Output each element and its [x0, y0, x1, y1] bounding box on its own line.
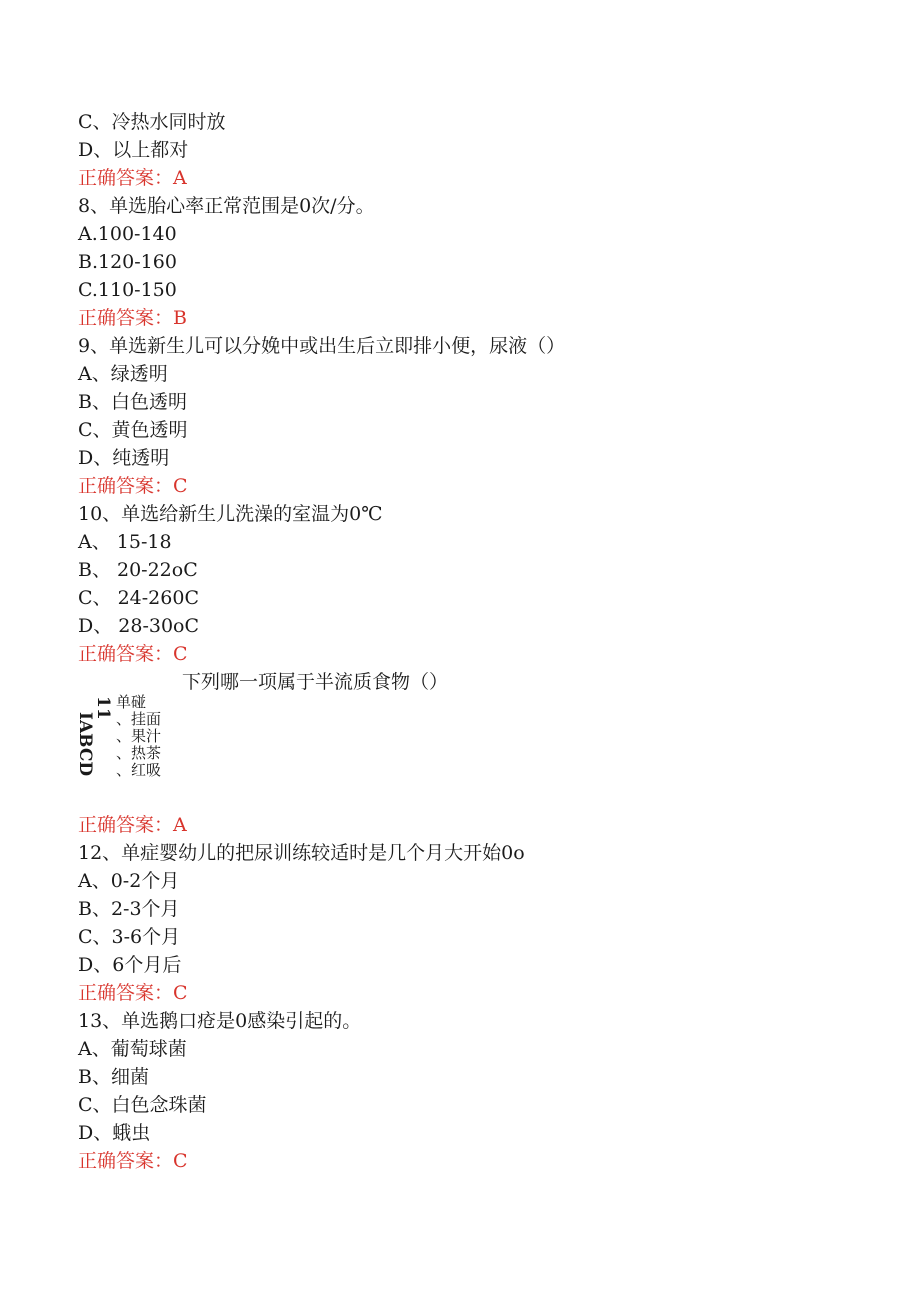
- question-text-line: 8、单选胎心率正常范围是0次/分。: [78, 195, 375, 217]
- question-text-line: C、白色念珠菌: [78, 1094, 207, 1116]
- q11-option: 、挂面: [116, 710, 162, 728]
- question-text-line: A、0-2个月: [78, 870, 180, 892]
- question-text-line: B、 20-22oC: [78, 559, 198, 581]
- question-text-line: A、葡萄球菌: [78, 1038, 187, 1060]
- question-text-line: A、绿透明: [78, 363, 168, 385]
- question-text-line: C、 24-260C: [78, 587, 199, 609]
- correct-answer-line: 正确答案：C: [78, 982, 188, 1004]
- question-text-line: C.110-150: [78, 279, 177, 301]
- question-11-number-rotated: 11: [93, 696, 113, 720]
- correct-answer-line: 正确答案：C: [78, 475, 188, 497]
- question-text-line: C、黄色透明: [78, 419, 188, 441]
- question-11-letters-rotated: IABCD: [75, 712, 95, 777]
- question-text-line: B、细菌: [78, 1066, 149, 1088]
- question-text-line: C、3-6个月: [78, 926, 181, 948]
- correct-answer-line: 正确答案：B: [78, 307, 187, 329]
- question-text-line: B、2-3个月: [78, 898, 180, 920]
- question-11-options: [116, 694, 161, 779]
- question-text-line: 12、单症婴幼儿的把尿训练较适时是几个月大开始0o: [78, 842, 525, 864]
- question-text-line: 10、单选给新生儿洗澡的室温为0℃: [78, 503, 383, 525]
- q11-option: 、果汁: [116, 727, 162, 745]
- q11-option: 单碰: [116, 693, 147, 711]
- q11-option: 、热茶: [116, 744, 162, 762]
- question-text-line: D、6个月后: [78, 954, 182, 976]
- question-text-line: A.100-140: [78, 223, 177, 245]
- question-text-line: B、白色透明: [78, 391, 187, 413]
- question-text-line: 9、单选新生儿可以分娩中或出生后立即排小便，尿液（）: [78, 335, 566, 357]
- question-text-line: A、 15-18: [78, 531, 172, 553]
- question-text-line: B.120-160: [78, 251, 177, 273]
- question-text-line: D、纯透明: [78, 447, 170, 469]
- question-text-line: D、以上都对: [78, 139, 189, 161]
- question-text-line: D、 28-30oC: [78, 615, 200, 637]
- question-text-line: D、蛾虫: [78, 1122, 151, 1144]
- correct-answer-line: 正确答案：C: [78, 1150, 188, 1172]
- question-11-title: 下列哪一项属于半流质食物（）: [182, 671, 449, 693]
- question-text-line: 13、单选鹅口疮是0感染引起的。: [78, 1010, 362, 1032]
- correct-answer-line: 正确答案：C: [78, 643, 188, 665]
- correct-answer-line: 正确答案：A: [78, 814, 187, 836]
- correct-answer-line: 正确答案：A: [78, 167, 187, 189]
- question-text-line: C、冷热水同时放: [78, 111, 226, 133]
- q11-option: 、红吸: [116, 761, 162, 779]
